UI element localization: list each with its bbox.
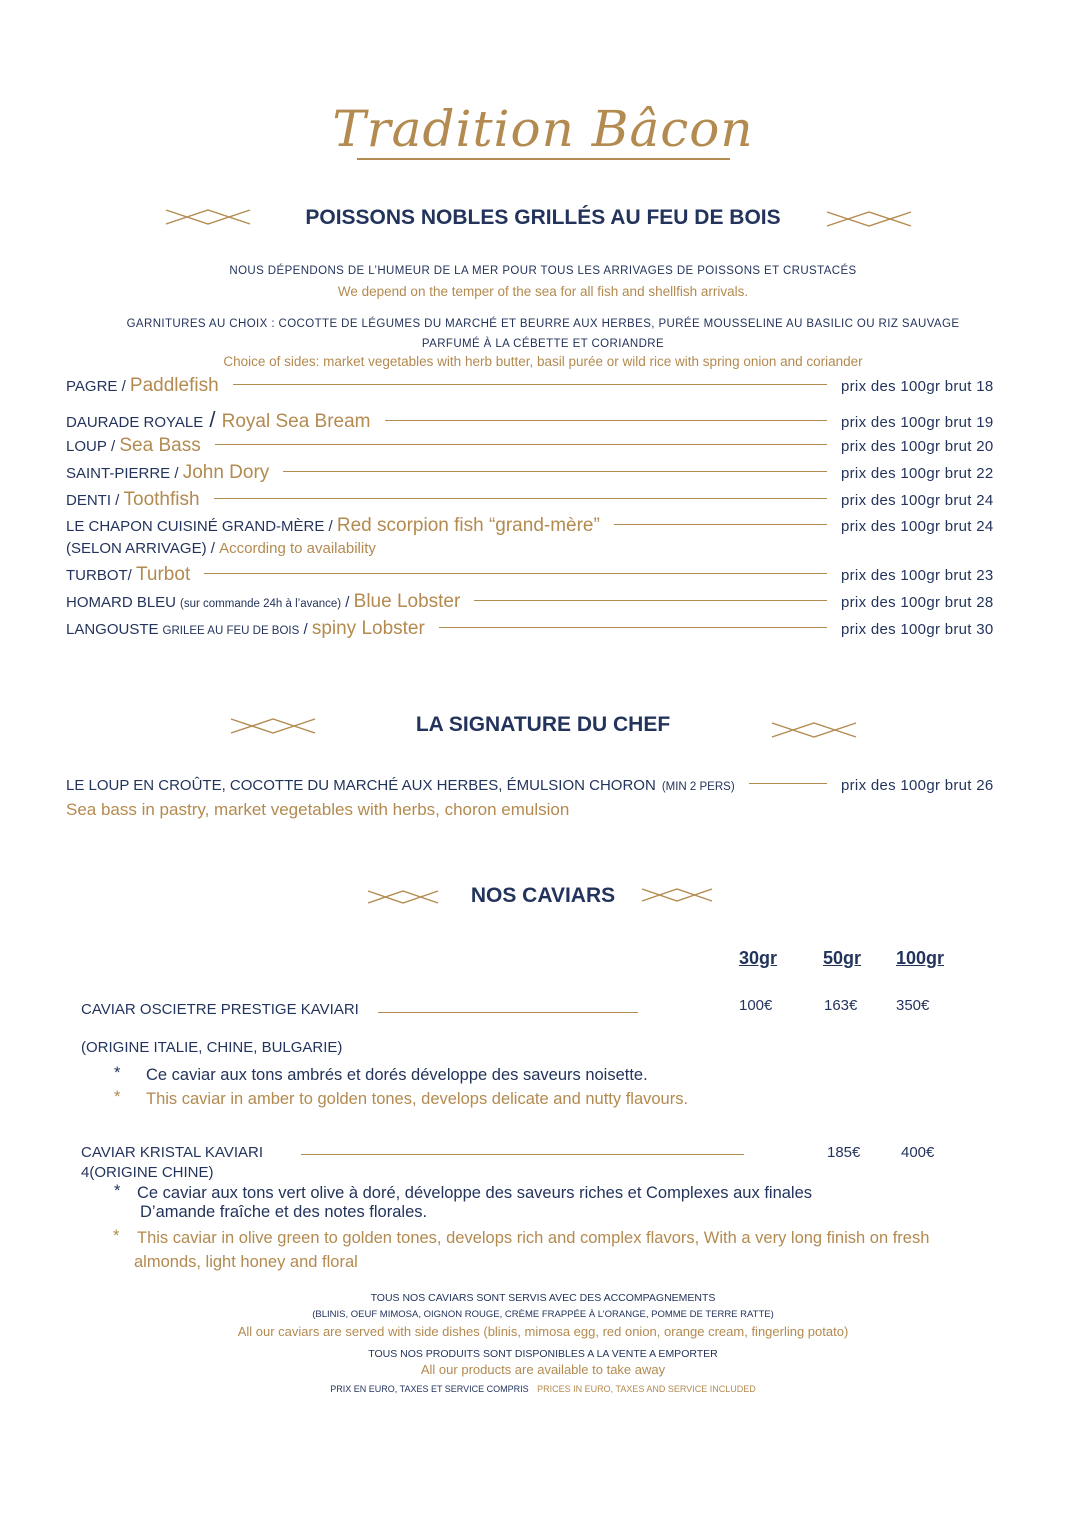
item-price: prix des 100gr brut 23 — [841, 567, 994, 584]
leader-line — [301, 1154, 744, 1155]
footer-line-4: TOUS NOS PRODUITS SONT DISPONIBLES A LA VENTE A EMPORTER — [368, 1348, 718, 1360]
menu-item — [66, 618, 1016, 642]
item-sep: / — [324, 518, 337, 535]
caviar-1-origin: (ORIGINE ITALIE, CHINE, BULGARIE) — [81, 1039, 343, 1056]
menu-item — [66, 407, 1016, 431]
section-heading-poissons: POISSONS NOBLES GRILLÉS AU FEU DE BOIS — [305, 206, 781, 229]
item-price: prix des 100gr brut 22 — [841, 465, 994, 482]
item-sep: / — [299, 621, 312, 638]
item-price: prix des 100gr brut 24 — [841, 518, 994, 535]
ornament-right-icon — [826, 208, 912, 230]
ornament-right-icon — [641, 884, 713, 906]
leader-line — [439, 627, 827, 628]
leader-line — [214, 498, 827, 499]
bullet-icon: * — [114, 1182, 121, 1200]
leader-line — [283, 471, 827, 472]
availability-sep: / — [206, 540, 220, 557]
item-sep: / — [106, 438, 120, 455]
column-50gr: 50gr — [823, 948, 862, 968]
caviar-2-price-100: 400€ — [901, 1144, 935, 1161]
column-100gr: 100gr — [896, 948, 945, 968]
leader-line — [215, 444, 827, 445]
item-sep: / — [127, 567, 137, 584]
item-fr: HOMARD BLEU — [66, 594, 177, 611]
item-en: John Dory — [182, 462, 270, 483]
caviar-2-desc-en-2: almonds, light honey and floral — [134, 1253, 358, 1271]
item-en: Blue Lobster — [353, 591, 461, 612]
item-sep: / — [111, 492, 124, 509]
menu-item — [66, 591, 1016, 615]
item-price: prix des 100gr brut 20 — [841, 438, 994, 455]
leader-line — [749, 783, 827, 784]
footer-line-6-en: PRICES IN EURO, TAXES AND SERVICE INCLUDED — [537, 1384, 756, 1394]
item-sep: / — [203, 407, 222, 432]
item-fr: DAURADE ROYALE — [66, 414, 204, 431]
item-price: prix des 100gr brut 19 — [841, 414, 994, 431]
menu-item — [66, 435, 1016, 459]
leader-line — [474, 600, 827, 601]
sides-en: Choice of sides: market vegetables with herb butter, basil purée or wild rice with spring onion and coriander — [223, 354, 863, 369]
item-fr: TURBOT — [66, 567, 128, 584]
leader-line — [614, 524, 827, 525]
signature-item-en: Sea bass in pastry, market vegetables with herbs, choron emulsion — [66, 800, 570, 819]
item-en: Paddlefish — [129, 375, 219, 396]
menu-item — [66, 375, 1016, 399]
item-fr: SAINT-PIERRE — [66, 465, 171, 482]
menu-item — [66, 515, 1016, 539]
leader-line — [385, 420, 827, 421]
section-heading-signature: LA SIGNATURE DU CHEF — [415, 713, 671, 736]
item-sep: / — [170, 465, 183, 482]
item-en: Royal Sea Bream — [221, 411, 371, 432]
item-en: Toothfish — [123, 489, 200, 510]
menu-item — [66, 564, 1016, 588]
item-fr: DENTI — [66, 492, 111, 509]
item-fr: PAGRE — [66, 378, 118, 395]
caviar-2-name: CAVIAR KRISTAL KAVIARI — [81, 1144, 263, 1161]
section-heading-caviars: NOS CAVIARS — [470, 884, 616, 907]
caviar-1-desc-en: This caviar in amber to golden tones, develops delicate and nutty flavours. — [146, 1090, 689, 1108]
column-30gr: 30gr — [739, 948, 778, 968]
bullet-icon: * — [113, 1227, 120, 1245]
signature-item-price: prix des 100gr brut 26 — [841, 777, 994, 794]
caviar-2-desc-fr-1: Ce caviar aux tons vert olive à doré, développe des saveurs riches et Complexes aux finales — [137, 1184, 813, 1202]
footer-line-3: All our caviars are served with side dishes (blinis, mimosa egg, red onion, orange cream, fingerling potato) — [237, 1324, 849, 1339]
item-price: prix des 100gr brut 30 — [841, 621, 994, 638]
caviar-2-origin: 4(ORIGINE CHINE) — [81, 1164, 214, 1181]
item-price: prix des 100gr brut 18 — [841, 378, 994, 395]
caviar-1-price-100: 350€ — [896, 997, 930, 1014]
signature-item-fr: LE LOUP EN CROÛTE, COCOTTE DU MARCHÉ AUX HERBES, ÉMULSION CHORON — [66, 777, 656, 794]
item-en: Turbot — [136, 564, 191, 585]
item-sep: / — [341, 594, 354, 611]
signature-item-note: (MIN 2 PERS) — [661, 781, 735, 793]
item-price: prix des 100gr brut 24 — [841, 492, 994, 509]
intro-en: We depend on the temper of the sea for all fish and shellfish arrivals. — [337, 284, 749, 299]
item-fr-note: GRILEE AU FEU DE BOIS — [162, 625, 300, 637]
caviar-2-desc-en-1: This caviar in olive green to golden tones, develops rich and complex flavors, With a very long finish on fresh — [137, 1229, 930, 1247]
sides-fr-1: GARNITURES AU CHOIX : COCOTTE DE LÉGUMES DU MARCHÉ ET BEURRE AUX HERBES, PURÉE MOUSSELINE AU BASILIC OU RIZ SAUVAGE — [126, 318, 960, 330]
intro-fr: NOUS DÉPENDONS DE L’HUMEUR DE LA MER POUR TOUS LES ARRIVAGES DE POISSONS ET CRUSTACÉS — [229, 265, 857, 277]
item-fr: LOUP — [66, 438, 107, 455]
item-fr-note: (sur commande 24h à l’avance) — [180, 598, 342, 610]
footer-line-6-fr: PRIX EN EURO, TAXES ET SERVICE COMPRIS — [330, 1384, 529, 1394]
item-en: spiny Lobster — [311, 618, 425, 639]
ornament-right-icon — [771, 719, 857, 741]
title-underline — [357, 158, 730, 160]
leader-line — [233, 384, 827, 385]
item-price: prix des 100gr brut 28 — [841, 594, 994, 611]
footer-line-2: (BLINIS, OEUF MIMOSA, OIGNON ROUGE, CRÈME FRAPPÉE À L’ORANGE, POMME DE TERRE RATTE) — [312, 1309, 774, 1320]
menu-item — [66, 462, 1016, 486]
page-title: Tradition Bâcon — [332, 100, 754, 158]
availability-en: According to availability — [219, 540, 376, 557]
leader-line — [378, 1012, 638, 1013]
footer-line-5: All our products are available to take away — [420, 1362, 666, 1377]
caviar-1-desc-fr: Ce caviar aux tons ambrés et dorés développe des saveurs noisette. — [146, 1066, 648, 1084]
bullet-icon: * — [114, 1088, 121, 1106]
signature-item — [66, 777, 1016, 801]
availability-fr: (SELON ARRIVAGE) — [66, 540, 207, 557]
leader-line — [204, 573, 827, 574]
item-en: Sea Bass — [119, 435, 201, 456]
menu-item — [66, 489, 1016, 513]
availability-note — [66, 540, 1016, 564]
item-fr: LE CHAPON CUISINÉ GRAND-MÈRE — [66, 518, 325, 535]
caviar-1-price-50: 163€ — [824, 997, 858, 1014]
footer-line-6 — [0, 1384, 1086, 1394]
bullet-icon: * — [114, 1064, 121, 1082]
item-fr: LANGOUSTE — [66, 621, 159, 638]
caviar-2-price-50: 185€ — [827, 1144, 861, 1161]
sides-fr-2: PARFUMÉ À LA CÉBETTE ET CORIANDRE — [421, 338, 665, 350]
footer-line-1: TOUS NOS CAVIARS SONT SERVIS AVEC DES ACCOMPAGNEMENTS — [370, 1292, 716, 1304]
item-en: Red scorpion fish “grand-mère” — [336, 515, 600, 536]
caviar-2-desc-fr-2: D’amande fraîche et des notes florales. — [140, 1203, 428, 1221]
item-sep: / — [117, 378, 130, 395]
caviar-1-name: CAVIAR OSCIETRE PRESTIGE KAVIARI — [81, 1001, 359, 1018]
caviar-1-price-30: 100€ — [739, 997, 773, 1014]
